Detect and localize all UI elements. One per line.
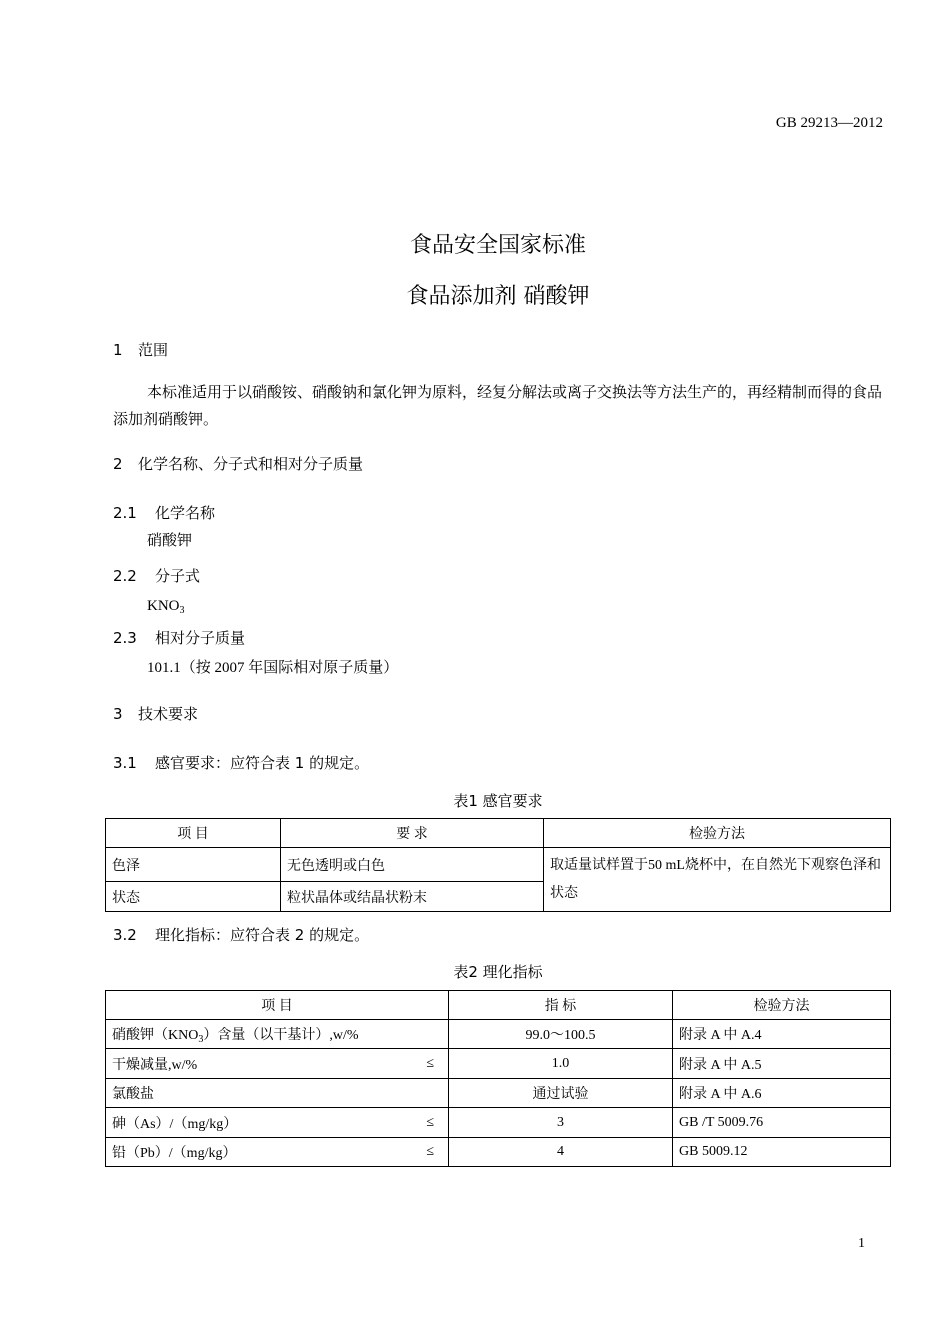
table-2-method: 附录 A 中 A.4 <box>673 1020 891 1049</box>
table-row <box>106 1108 891 1138</box>
item-text: 氯酸盐 <box>112 1087 154 1102</box>
table-1-method: 取适量试样置于50 mL烧杯中，在自然光下观察色泽和状态 <box>544 848 891 912</box>
section-title: 化学名称 <box>155 504 216 522</box>
table-2-value: 99.0～100.5 <box>449 1020 673 1049</box>
le-symbol: ≤ <box>426 1144 434 1159</box>
table-1-header-method: 检验方法 <box>544 819 891 848</box>
chemical-name-value: 硝酸钾 <box>147 533 193 549</box>
table-2-method: 附录 A 中 A.6 <box>673 1079 891 1108</box>
table-row <box>106 1079 891 1108</box>
table-2-header-value: 指 标 <box>449 991 673 1020</box>
section-number: 2 <box>113 455 123 473</box>
table-2-header-row <box>106 991 891 1020</box>
sub-title: 食品添加剂 硝酸钾 <box>406 284 590 309</box>
page-number: 1 <box>858 1236 865 1251</box>
table-2-item <box>106 1049 449 1079</box>
table-1-req-color: 无色透明或白色 <box>281 848 544 882</box>
table-1-item-color: 色泽 <box>106 848 281 882</box>
table-2-header-item: 项 目 <box>106 991 449 1020</box>
item-text: 砷（As）/（mg/kg） <box>112 1116 238 1132</box>
section-number: 2.1 <box>113 504 137 522</box>
section-2-heading <box>113 453 363 474</box>
molecular-formula <box>147 593 185 624</box>
table-1-caption: 表1 感官要求 <box>453 792 543 810</box>
table-2-method: 附录 A 中 A.5 <box>673 1049 891 1079</box>
section-2-3-heading <box>113 627 245 648</box>
table-2-method: GB 5009.12 <box>673 1138 891 1167</box>
section-title: 相对分子质量 <box>155 629 246 647</box>
le-symbol: ≤ <box>426 1114 434 1130</box>
section-number: 2.3 <box>113 629 137 647</box>
table-1-header-requirement: 要 求 <box>281 819 544 848</box>
section-title: 理化指标：应符合表 2 的规定。 <box>155 926 370 944</box>
table-2-item <box>106 1138 449 1167</box>
table-2-item <box>106 1108 449 1138</box>
section-number: 3.1 <box>113 754 137 772</box>
table-2-value: 4 <box>449 1138 673 1167</box>
table-2-item <box>106 1020 449 1049</box>
table-2-item <box>106 1079 449 1108</box>
section-number: 3.2 <box>113 926 137 944</box>
formula-subscript: 3 <box>179 605 185 616</box>
molecular-mass-value: 101.1（按 2007 年国际相对原子质量） <box>147 660 399 676</box>
table-2-caption: 表2 理化指标 <box>453 963 543 981</box>
item-text: 铅（Pb）/（mg/kg） <box>112 1146 237 1161</box>
section-number: 1 <box>113 341 123 359</box>
section-1-text: 本标准适用于以硝酸铵、硝酸钠和氯化钾为原料，经复分解法或离子交换法等方法生产的，再经精制而得的食品添加剂硝酸钾。 <box>113 385 883 428</box>
section-title: 化学名称、分子式和相对分子质量 <box>138 455 364 473</box>
section-title: 感官要求：应符合表 1 的规定。 <box>155 754 370 772</box>
section-2-1-heading <box>113 502 215 523</box>
table-1-header-row <box>106 819 891 848</box>
table-row <box>106 1049 891 1079</box>
section-title: 范围 <box>138 341 169 359</box>
table-1-header-item: 项 目 <box>106 819 281 848</box>
table-1-item-state: 状态 <box>106 882 281 912</box>
table-2-method: GB /T 5009.76 <box>673 1108 891 1138</box>
section-number: 3 <box>113 705 123 723</box>
section-number: 2.2 <box>113 567 137 585</box>
le-symbol: ≤ <box>426 1055 434 1071</box>
table-1-req-state: 粒状晶体或结晶状粉末 <box>281 882 544 912</box>
section-title: 技术要求 <box>138 705 199 723</box>
table-2-value: 通过试验 <box>449 1079 673 1108</box>
table-row <box>106 848 891 882</box>
table-row <box>106 1020 891 1049</box>
section-3-1-heading <box>113 752 369 773</box>
section-1-heading <box>113 339 168 360</box>
section-2-2-heading <box>113 565 200 586</box>
table-2-value: 1.0 <box>449 1049 673 1079</box>
item-subscript: 3 <box>198 1033 204 1045</box>
section-3-2-heading <box>113 924 369 945</box>
document-code: GB 29213—2012 <box>775 115 883 131</box>
item-text: 干燥减量,w/% <box>112 1057 198 1073</box>
formula-main: KNO <box>147 598 180 614</box>
table-row <box>106 1138 891 1167</box>
item-text: ）含量（以干基计）,w/% <box>203 1027 359 1043</box>
table-1 <box>105 818 891 912</box>
table-2 <box>105 990 891 1167</box>
section-title: 分子式 <box>155 567 201 585</box>
table-2-header-method: 检验方法 <box>673 991 891 1020</box>
table-2-value: 3 <box>449 1108 673 1138</box>
item-text: 硝酸钾（KNO <box>112 1027 199 1043</box>
section-3-heading <box>113 703 198 724</box>
main-title: 食品安全国家标准 <box>409 233 586 258</box>
